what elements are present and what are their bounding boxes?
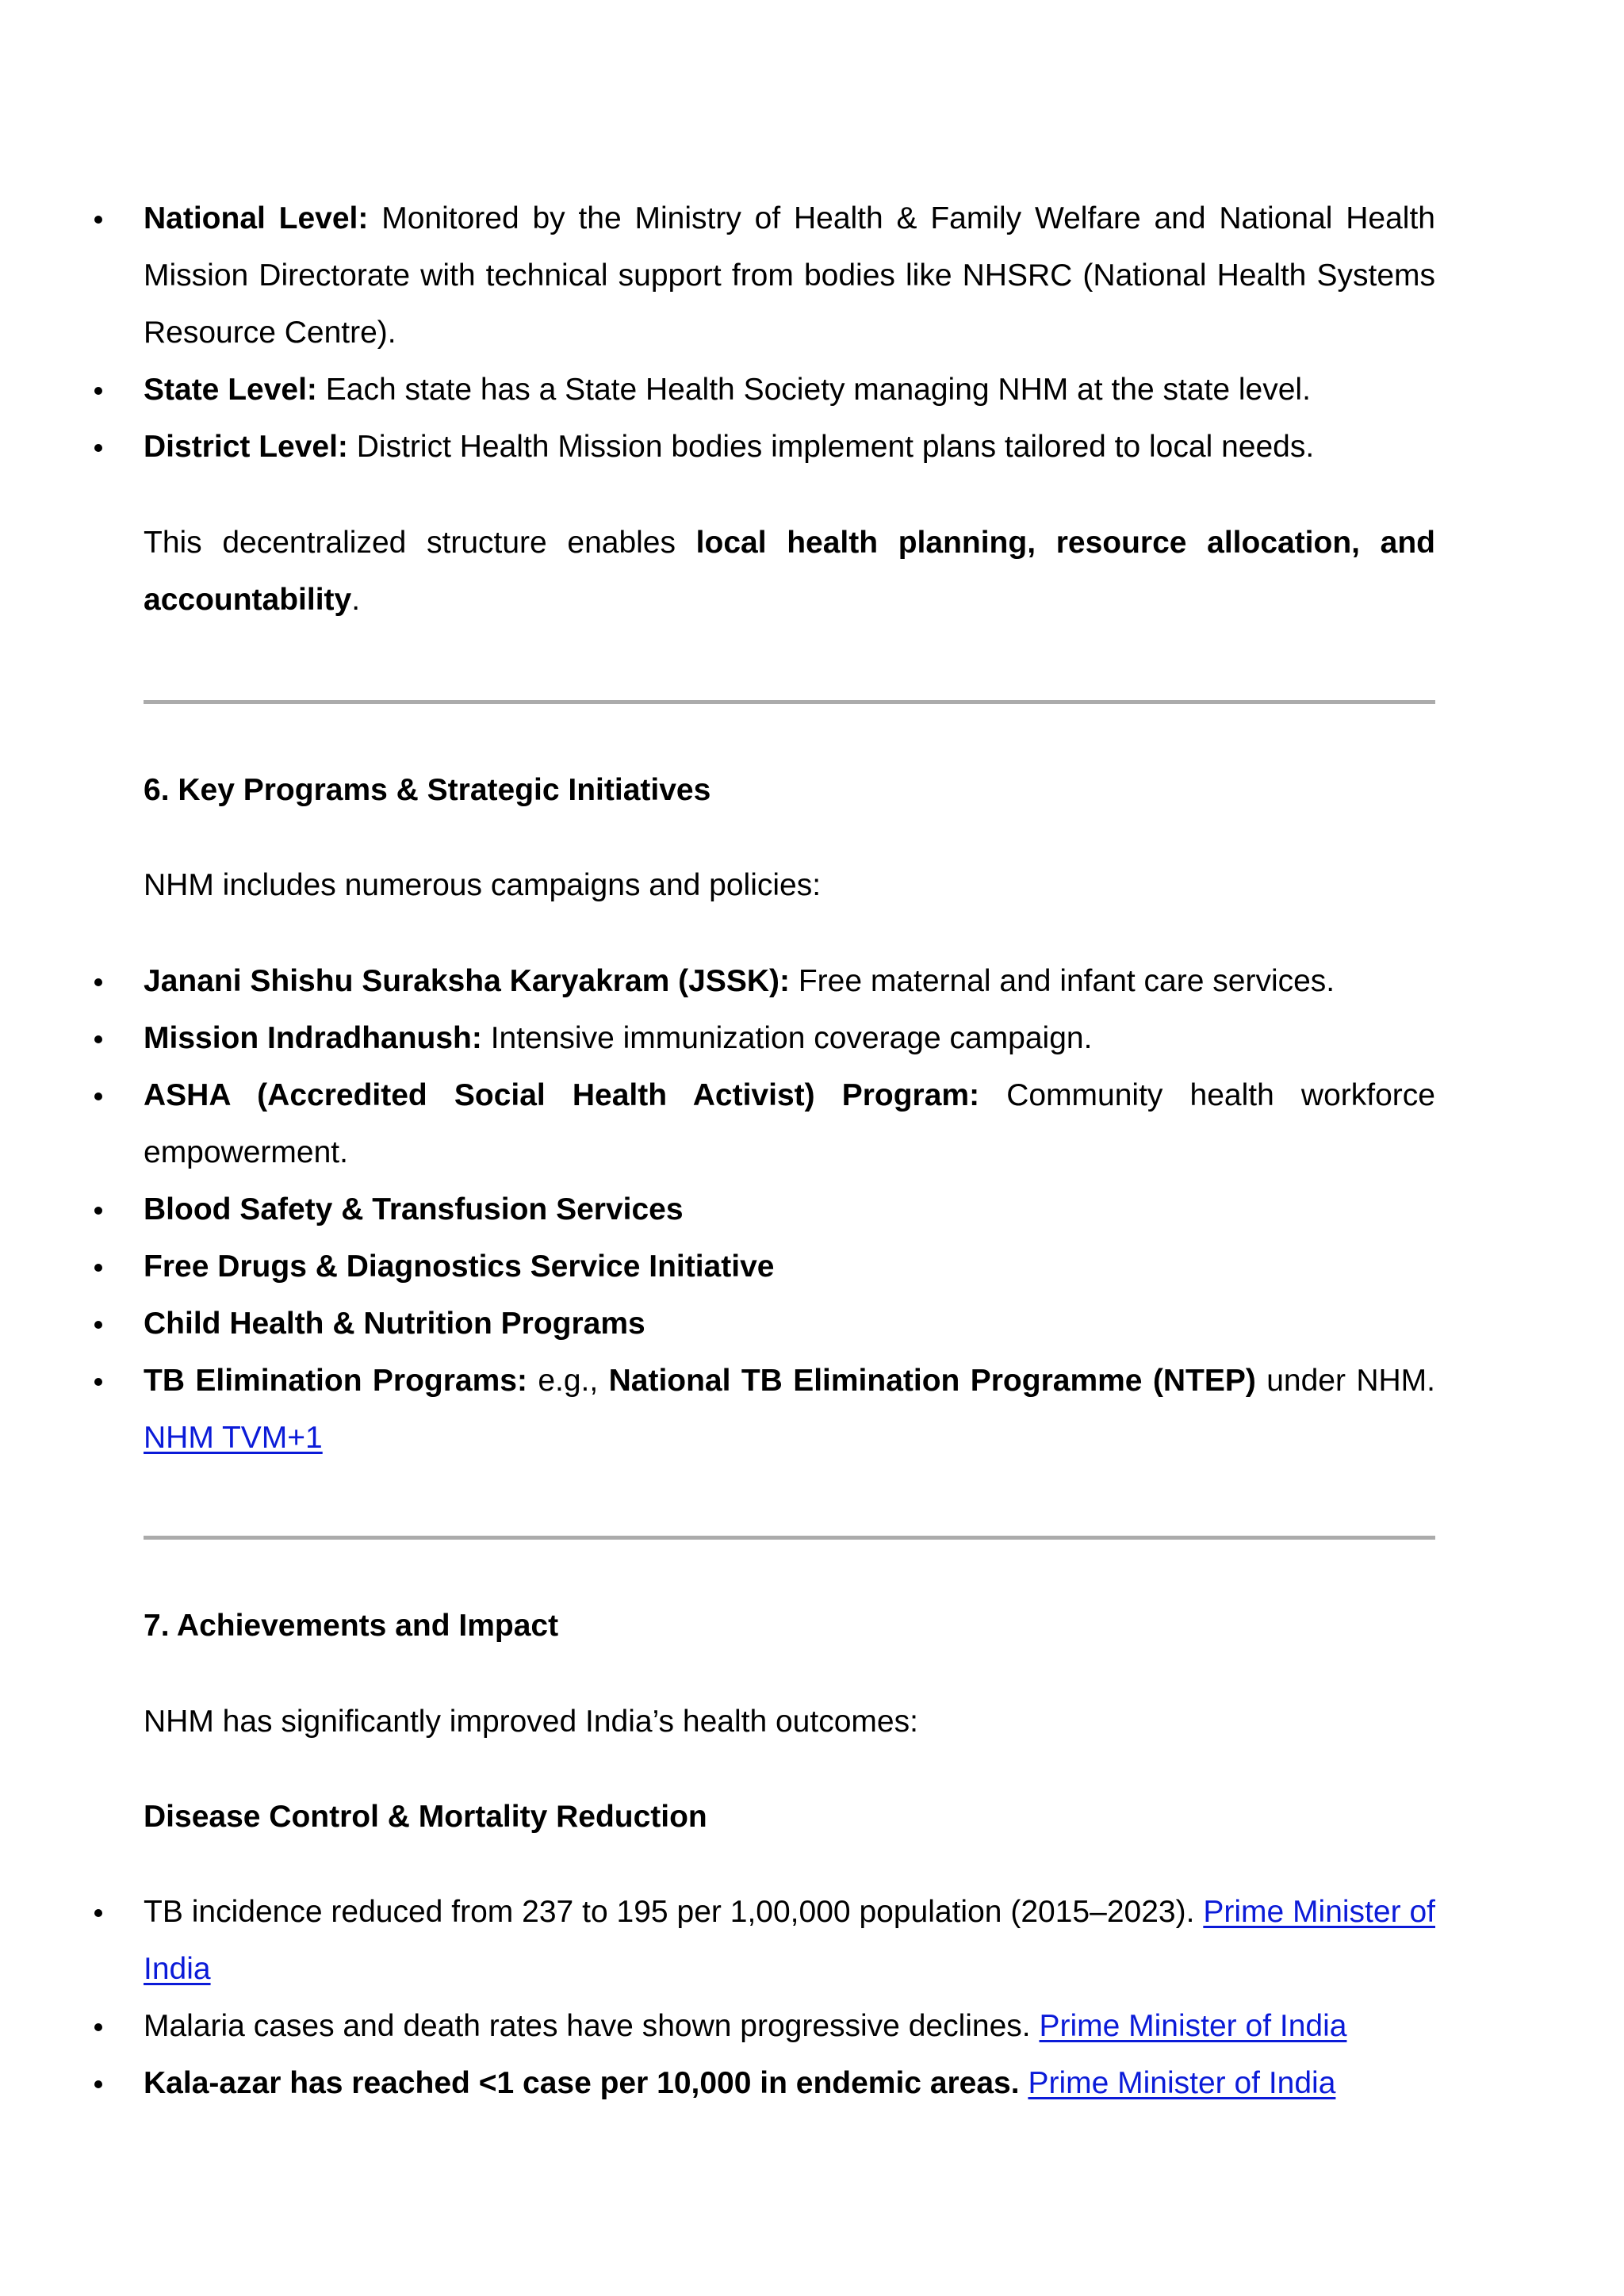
- item-text: Intensive immunization coverage campaign.: [481, 1021, 1093, 1055]
- list-item: [144, 1181, 1435, 1238]
- list-item: [144, 1884, 1435, 1998]
- list-item: [144, 1295, 1435, 1353]
- item-label: National Level:: [144, 201, 369, 235]
- list-item: [144, 419, 1435, 476]
- source-link[interactable]: NHM TVM+1: [144, 1421, 323, 1455]
- para-text: .: [351, 583, 361, 617]
- section-intro: NHM includes numerous campaigns and policies:: [144, 868, 822, 902]
- list-item: [144, 190, 1435, 362]
- section-heading: 6. Key Programs & Strategic Initiatives: [144, 773, 711, 807]
- item-label: Child Health & Nutrition Programs: [144, 1307, 645, 1341]
- source-link[interactable]: Prime Minister of India: [144, 1895, 1435, 1986]
- para-text: This decentralized structure enables: [144, 526, 696, 560]
- item-label: State Level:: [144, 373, 317, 407]
- item-bold-text: National TB Elimination Programme (NTEP): [608, 1364, 1256, 1398]
- item-bold-text: Kala-azar has reached <1 case per 10,000 in endemic areas.: [144, 2066, 1020, 2100]
- list-item: [144, 1998, 1435, 2055]
- item-label: Blood Safety & Transfusion Services: [144, 1192, 684, 1226]
- item-text: Free maternal and infant care services.: [789, 964, 1335, 998]
- item-text: District Health Mission bodies implement plans tailored to local needs.: [347, 430, 1315, 464]
- item-text: under NHM.: [1255, 1364, 1435, 1398]
- item-text: Community health workforce empowerment.: [144, 1078, 1435, 1169]
- section-divider: [144, 1536, 1435, 1540]
- list-item: [144, 2055, 1435, 2112]
- source-link[interactable]: Prime Minister of India: [1039, 2009, 1347, 2043]
- section-heading: 7. Achievements and Impact: [144, 1609, 559, 1643]
- section-intro: NHM has significantly improved India’s health outcomes:: [144, 1705, 918, 1739]
- para-bold-text: local health planning, resource allocation, and accountability: [144, 526, 1436, 617]
- list-item: [144, 362, 1435, 419]
- list-item: [144, 1010, 1435, 1067]
- item-text: Monitored by the Ministry of Health & Family Welfare and National Health Mission Directorate with technical support from bodies like NHSRC (National Health Systems Resource Centre).: [144, 201, 1436, 350]
- item-text: TB incidence reduced from 237 to 195 per 1,00,000 population (2015–2023).: [144, 1895, 1204, 1929]
- item-label: Janani Shishu Suraksha Karyakram (JSSK):: [144, 964, 790, 998]
- list-item: [144, 1238, 1435, 1295]
- subsection-heading: Disease Control & Mortality Reduction: [144, 1800, 707, 1834]
- item-label: ASHA (Accredited Social Health Activist) Program:: [144, 1078, 980, 1112]
- item-label: Mission Indradhanush:: [144, 1021, 482, 1055]
- list-item: [144, 953, 1435, 1010]
- source-link[interactable]: Prime Minister of India: [1028, 2066, 1336, 2100]
- item-label: District Level:: [144, 430, 348, 464]
- item-text: Malaria cases and death rates have shown progressive declines.: [144, 2009, 1040, 2043]
- item-label: Free Drugs & Diagnostics Service Initiative: [144, 1249, 775, 1284]
- list-item: [144, 1067, 1435, 1181]
- item-text: Each state has a State Health Society managing NHM at the state level.: [316, 373, 1311, 407]
- item-text: e.g.,: [527, 1364, 609, 1398]
- list-item: [144, 1353, 1435, 1467]
- section-divider: [144, 700, 1435, 704]
- item-label: TB Elimination Programs:: [144, 1364, 527, 1398]
- decentralization-paragraph: [144, 515, 1435, 629]
